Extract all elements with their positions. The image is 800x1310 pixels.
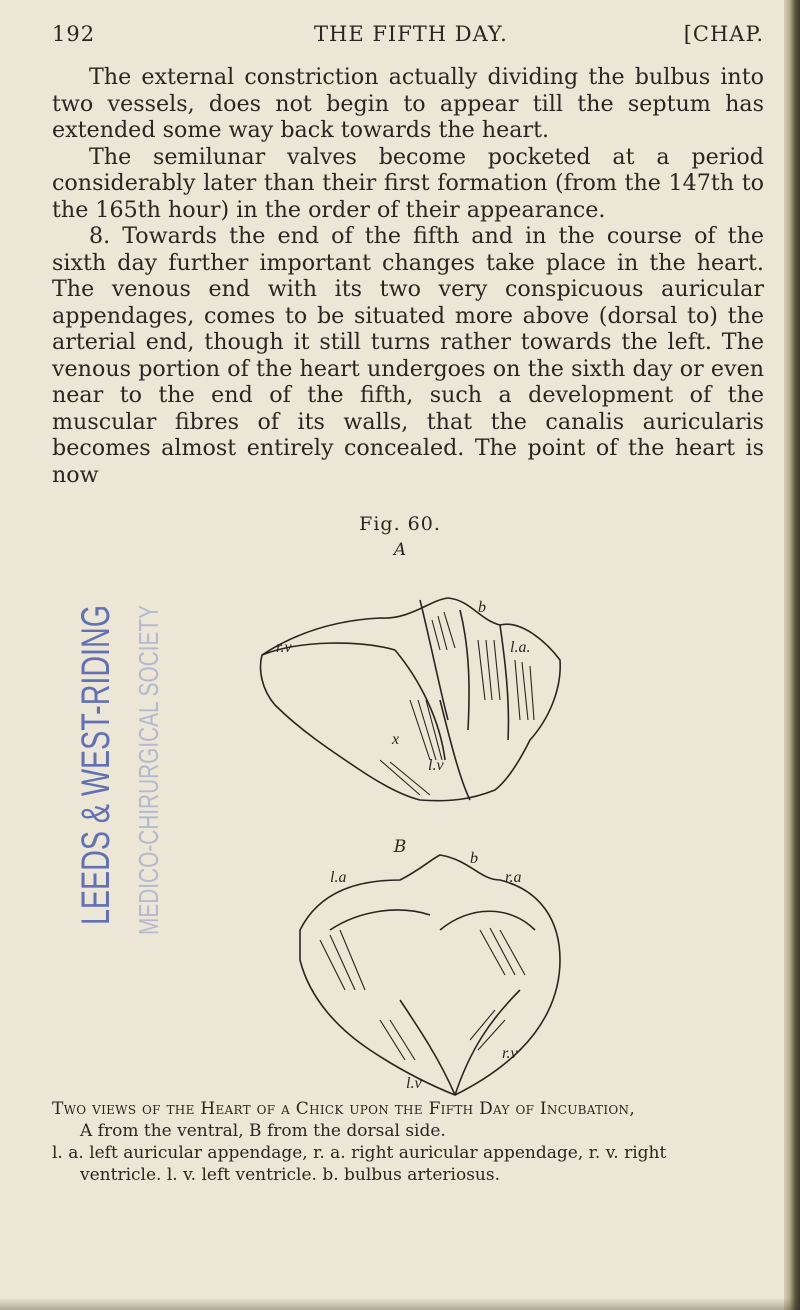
heart-view-a [261, 598, 561, 801]
heart-view-b [300, 855, 560, 1095]
running-title: THE FIFTH DAY. [314, 22, 508, 46]
chapter-label: [CHAP. [683, 22, 764, 46]
label-b-b: b [470, 850, 478, 867]
label-a-lv: l.v [428, 757, 444, 774]
page-edge [784, 0, 800, 1310]
label-a-la: l.a. [510, 639, 531, 656]
stamp-line2-text: MEDICO-CHIRURGICAL SOCIETY [133, 600, 164, 935]
caption-legend-continued: ventricle. l. v. left ventricle. b. bulbus arteriosus. [80, 1165, 501, 1185]
caption-subtitle: A from the ventral, B from the dorsal side. [80, 1121, 446, 1141]
label-a-rv: r.v [276, 639, 292, 656]
caption-legend: l. a. left auricular appendage, r. a. right auricular appendage, r. v. right [52, 1143, 667, 1163]
label-b-rv: r.v [502, 1045, 518, 1062]
label-b-lv: l.v [406, 1075, 422, 1092]
figure-caption [52, 1098, 768, 1186]
label-a-x: x [392, 731, 400, 748]
paragraph: The semilunar valves become pocketed at a period considerably later than their first formation (from the 147th to the 165th hour) in the order of their appearance. [52, 143, 764, 223]
label-b-ra: r.a [505, 869, 522, 886]
stamp-line1-text: LEEDS & WEST-RIDING [74, 600, 118, 925]
paragraph: 8. Towards the end of the fifth and in the course of the sixth day further important changes take place in the heart. The venous end with its two very conspicuous auricular appendages, comes to be situated more above (dorsal to) the arterial end, though it still turns rather towards the left. The venous portion of the heart undergoes on the sixth day or even near to the end of the fifth, such a development of the muscular fibres of its walls, that the canalis auricularis becomes almost entirely concealed. The point of the heart is now [52, 223, 764, 488]
paragraph: The external constriction actually dividing the bulbus into two vessels, does not begin to appear till the septum has extended some way back towards the heart. [52, 64, 764, 143]
label-b-la: l.a [330, 869, 347, 886]
label-a-b: b [478, 599, 486, 616]
figure-view-b-label: B [393, 837, 407, 857]
page-number: 192 [52, 22, 96, 46]
figure-view-a-label: A [393, 540, 407, 560]
figure-label: Fig. 60. [359, 513, 441, 535]
page-bottom-shadow [0, 1298, 800, 1310]
caption-title: Two views of the Heart of a Chick upon the Fifth Day of Incubation, [52, 1099, 636, 1119]
